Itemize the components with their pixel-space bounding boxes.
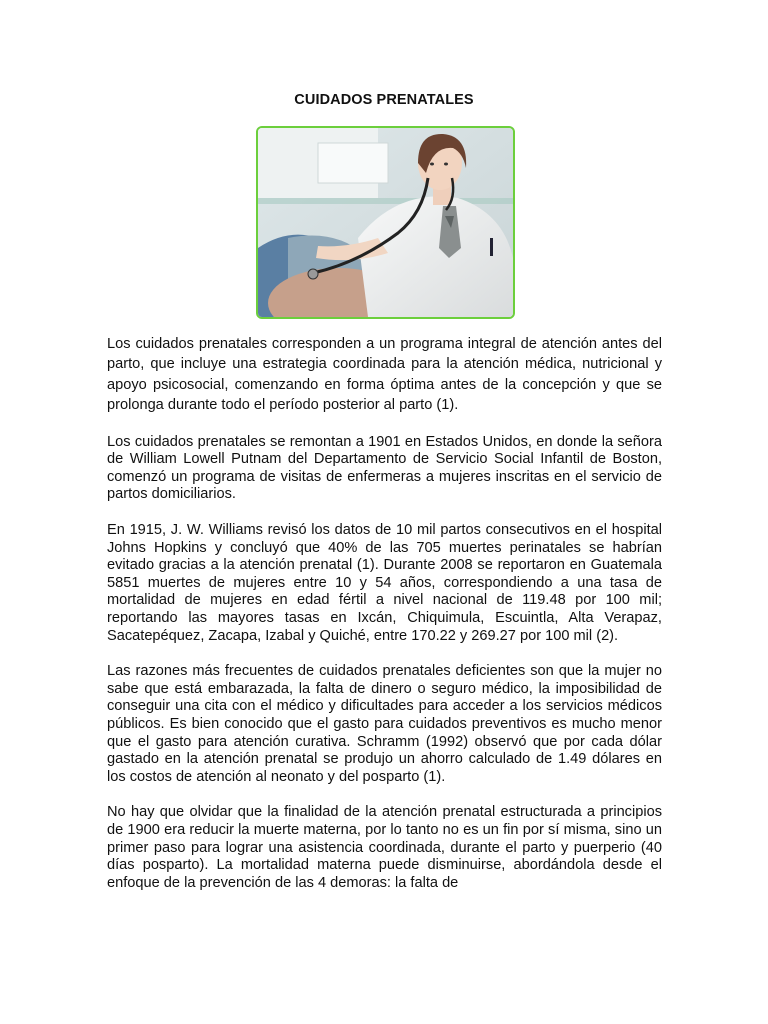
doctor-illustration: [258, 128, 513, 317]
document-body: [107, 334, 662, 910]
doctor-photo: [256, 126, 515, 319]
paragraph-3: En 1915, J. W. Williams revisó los datos de 10 mil partos consecutivos en el hospital Johns Hopkins y concluyó que 40% de las 705 muertes perinatales se habrían evitado gracias a la atención prenatal (1). Durante 2008 se reportaron en Guatemala 5851 muertes de mujeres entre 10 y 54 años, correspondiendo a una tasa de mortalidad de mujeres en edad fértil a nivel nacional de 119.48 por 100 mil; reportando las mayores tasas en Ixcán, Chiquimula, Escuintla, Alta Verapaz, Sacatepéquez, Zacapa, Izabal y Quiché, entre 170.22 y 269.27 por 100 mil (2).: [107, 522, 662, 644]
document-title: CUIDADOS PRENATALES: [294, 92, 474, 108]
paragraph-5: No hay que olvidar que la finalidad de la atención prenatal estructurada a principios de 1900 era reducir la muerte materna, por lo tanto no es un fin por sí misma, sino un primer paso para lograr una asistencia coordinada, durante el parto y puerperio (40 días posparto). La mortalidad materna puede disminuirse, abordándola desde el enfoque de la prevención de las 4 demoras: la falta de: [107, 804, 662, 891]
paragraph-4: Las razones más frecuentes de cuidados prenatales deficientes son que la mujer no sabe que está embarazada, la falta de dinero o seguro médico, la imposibilidad de conseguir una cita con el médico y dificultades para acceder a los servicios médicos públicos. Es bien conocido que el gasto para cuidados preventivos es mucho menor que el gasto para atención curativa. Schramm (1992) observó que por cada dólar gastado en la atención prenatal se produjo un ahorro calculado de 1.49 dólares en los costos de atención al neonato y del posparto (1).: [107, 663, 662, 785]
paragraph-2: Los cuidados prenatales se remontan a 1901 en Estados Unidos, en donde la señora de William Lowell Putnam del Departamento de Servicio Social Infantil de Boston, comenzó un programa de visitas de enfermeras a mujeres inscritas en el servicio de partos domiciliarios.: [107, 433, 662, 503]
paragraph-1: Los cuidados prenatales corresponden a un programa integral de atención antes del parto, que incluye una estrategia coordinada para la atención médica, nutricional y apoyo psicosocial, comenzando en forma óptima antes de la concepción y que se prolonga durante todo el período posterior al parto (1).: [107, 336, 662, 414]
